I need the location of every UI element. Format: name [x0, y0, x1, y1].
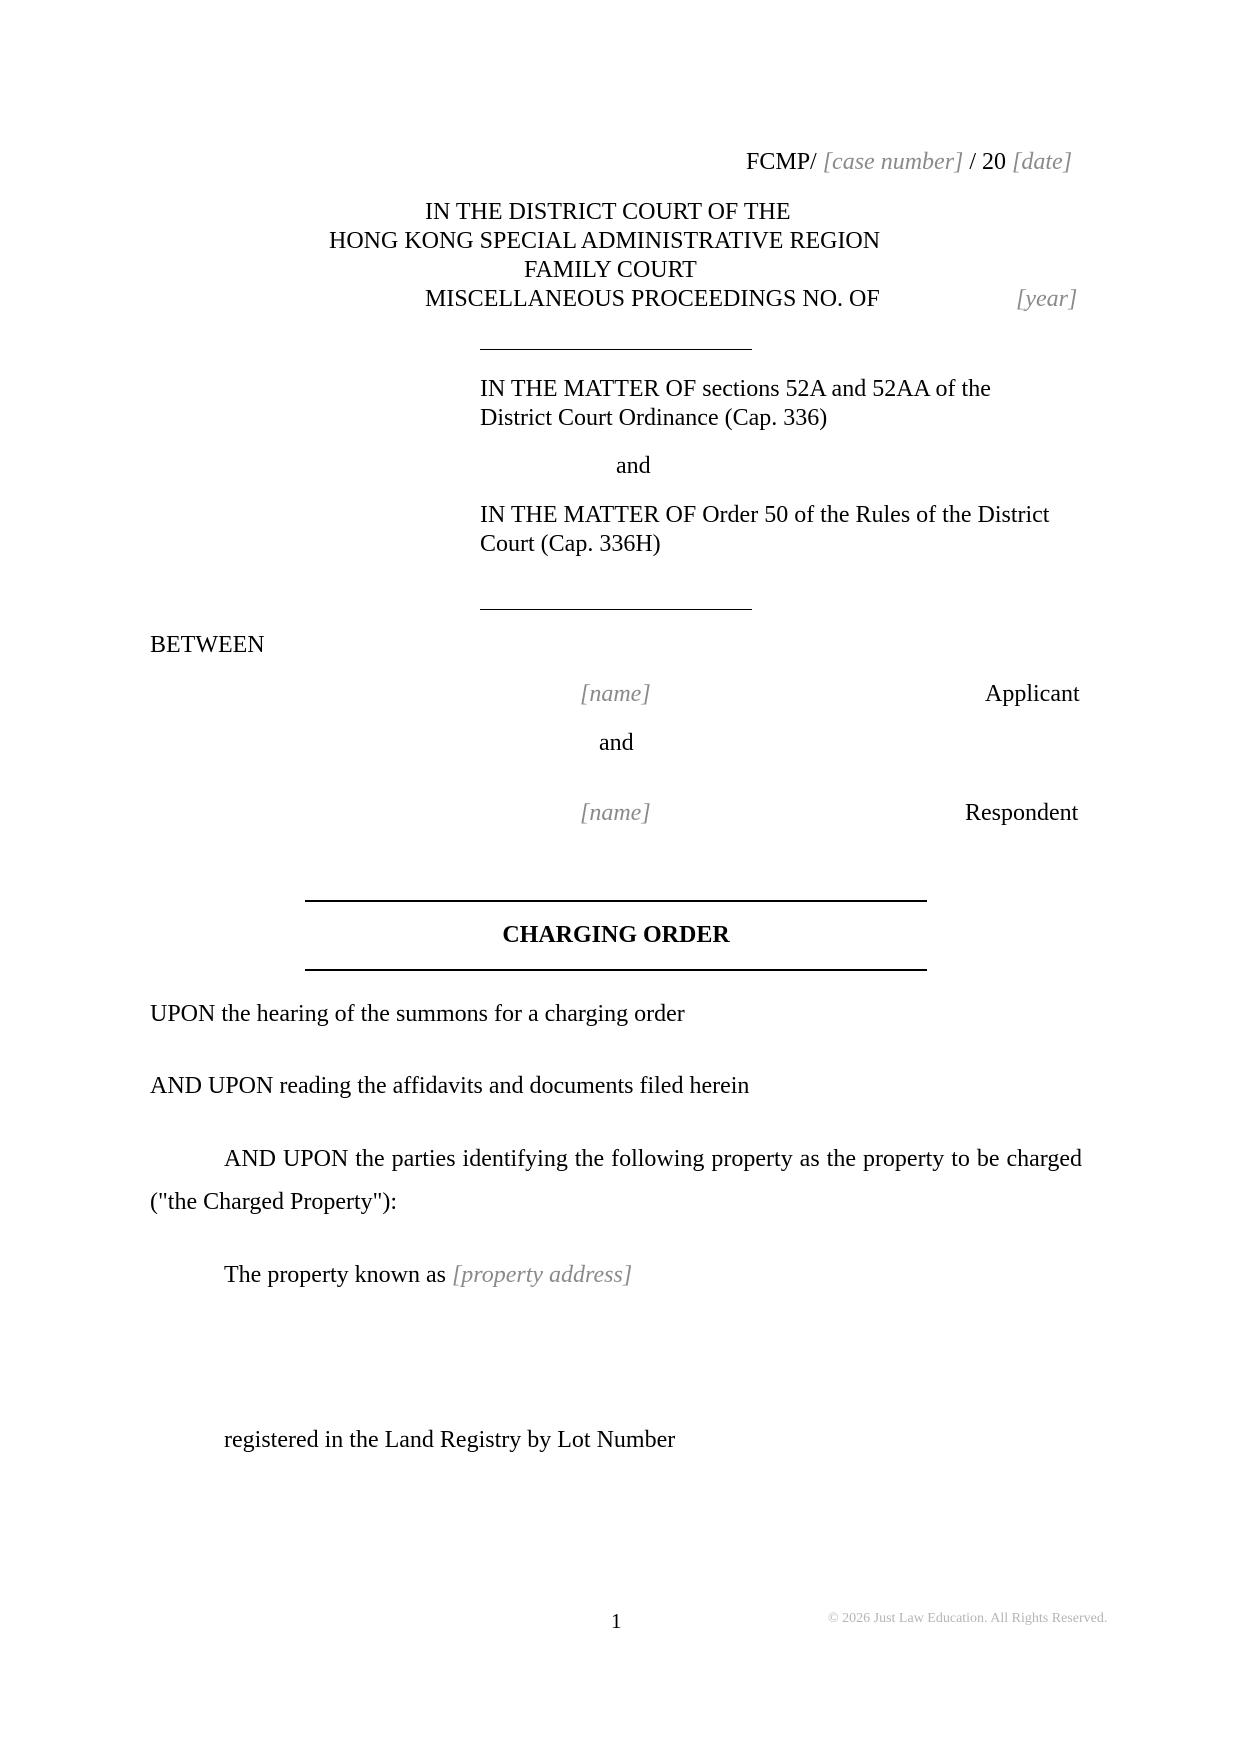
year-placeholder: [year]	[1016, 286, 1078, 312]
case-prefix: FCMP/	[746, 149, 817, 175]
applicant-role: Applicant	[985, 681, 1080, 707]
document-title: CHARGING ORDER	[502, 922, 730, 948]
court-line-3: FAMILY COURT	[524, 257, 697, 283]
court-line-4: MISCELLANEOUS PROCEEDINGS NO. OF	[425, 286, 880, 312]
case-year-prefix: / 20	[969, 149, 1007, 175]
matter-1-line-2: District Court Ordinance (Cap. 336)	[480, 405, 828, 431]
case-date-placeholder: [date]	[1012, 149, 1073, 175]
matters-and: and	[616, 453, 651, 479]
property-description	[224, 1261, 632, 1290]
applicant-name-placeholder: [name]	[580, 681, 651, 707]
parties-and: and	[599, 730, 634, 756]
divider-top	[480, 349, 752, 350]
matter-2-line-1: IN THE MATTER OF Order 50 of the Rules of the District	[480, 502, 1050, 528]
title-rule-bottom	[305, 969, 927, 971]
recital-hearing: UPON the hearing of the summons for a charging order	[150, 1001, 685, 1027]
respondent-role: Respondent	[965, 800, 1079, 826]
between-label: BETWEEN	[150, 632, 265, 658]
page-number: 1	[611, 1609, 622, 1633]
recital-property: AND UPON the parties identifying the following property as the property to be charged ("the Charged Property"):	[150, 1146, 1082, 1215]
land-registry-line: registered in the Land Registry by Lot Number	[224, 1427, 676, 1453]
case-number-placeholder: [case number]	[822, 149, 964, 175]
court-line-2: HONG KONG SPECIAL ADMINISTRATIVE REGION	[329, 228, 881, 254]
court-line-1: IN THE DISTRICT COURT OF THE	[425, 199, 791, 225]
title-rule-top	[305, 900, 927, 902]
property-prefix: The property known as	[224, 1262, 446, 1288]
divider-bottom	[480, 609, 752, 610]
respondent-name-placeholder: [name]	[580, 800, 651, 826]
matter-1-line-1: IN THE MATTER OF sections 52A and 52AA of the	[480, 376, 991, 402]
copyright-notice: © 2026 Just Law Education. All Rights Reserved.	[828, 1611, 1108, 1626]
recital-reading: AND UPON reading the affidavits and documents filed herein	[150, 1073, 750, 1099]
property-address-placeholder: [property address]	[451, 1262, 633, 1288]
matter-2-line-2: Court (Cap. 336H)	[480, 531, 661, 557]
case-reference	[746, 148, 1072, 177]
